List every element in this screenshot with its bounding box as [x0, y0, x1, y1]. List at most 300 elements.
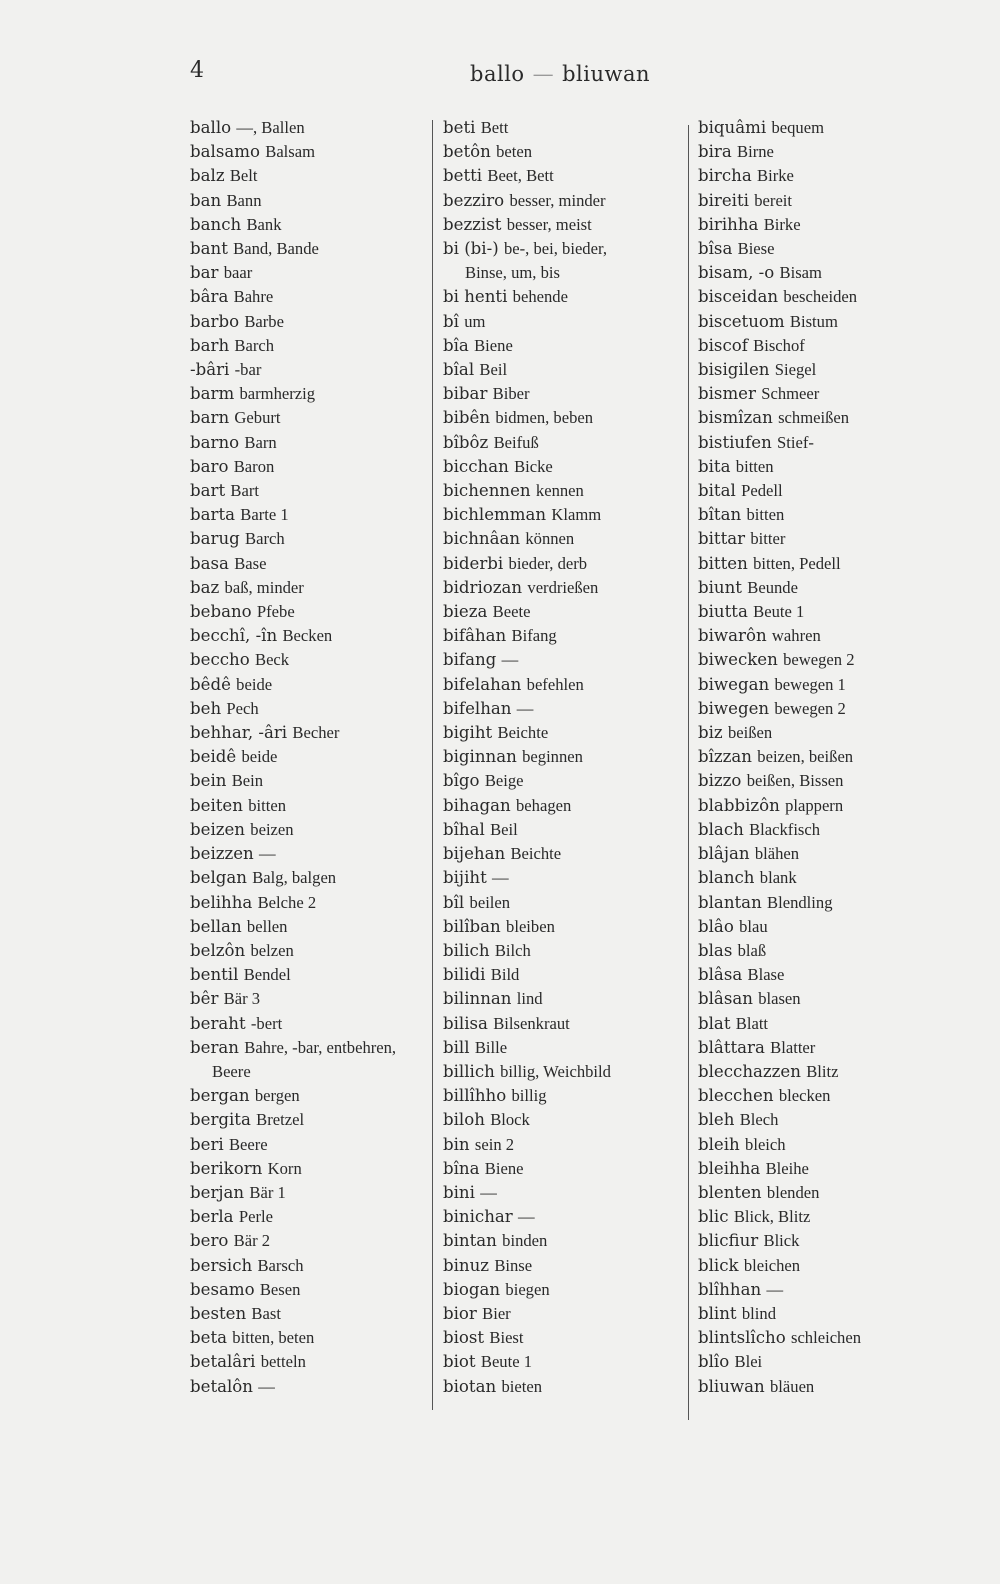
entry-gloss: beide	[236, 674, 273, 694]
dictionary-entry	[190, 406, 396, 430]
dictionary-entry	[443, 431, 611, 455]
dictionary-entry	[443, 261, 611, 285]
dictionary-entry	[190, 213, 396, 237]
dictionary-entry	[698, 600, 861, 624]
dictionary-entry	[443, 963, 611, 987]
dictionary-entry	[443, 455, 611, 479]
entry-gloss: Blick	[763, 1231, 800, 1251]
dictionary-entry	[698, 503, 861, 527]
entry-headword: biginnan	[443, 747, 517, 767]
entry-headword: bidriozan	[443, 577, 523, 597]
entry-headword: biost	[443, 1328, 485, 1348]
dictionary-entry	[443, 237, 611, 261]
dictionary-entry	[443, 721, 611, 745]
entry-headword: barta	[190, 505, 236, 525]
entry-gloss: Bahre	[233, 287, 274, 307]
entry-headword: beidê	[190, 747, 237, 767]
dictionary-entry	[698, 1350, 861, 1374]
entry-headword: belzôn	[190, 940, 246, 960]
entry-gloss: Blackfisch	[749, 819, 821, 839]
dictionary-entry	[443, 1278, 611, 1302]
entry-gloss: betteln	[260, 1352, 306, 1372]
dictionary-entry	[698, 769, 861, 793]
entry-gloss: Blitz	[806, 1061, 839, 1081]
dictionary-entry	[443, 334, 611, 358]
dictionary-entry	[190, 285, 396, 309]
entry-gloss: Base	[234, 553, 267, 573]
entry-gloss: Becher	[292, 723, 340, 743]
entry-headword: biscetuom	[698, 311, 785, 331]
dictionary-entry	[698, 624, 861, 648]
dictionary-entry	[190, 261, 396, 285]
entry-headword: beraht	[190, 1013, 246, 1033]
entry-headword: bart	[190, 481, 226, 501]
dictionary-entry	[190, 866, 396, 890]
dictionary-entry	[443, 116, 611, 140]
entry-gloss: bieten	[501, 1376, 542, 1396]
entry-gloss: —, Ballen	[236, 118, 305, 137]
entry-headword: bihagan	[443, 795, 511, 815]
dictionary-entry	[190, 1205, 396, 1229]
entry-gloss: Bilch	[494, 940, 531, 960]
entry-headword: bâra	[190, 287, 229, 307]
entry-gloss: Birke	[763, 214, 801, 234]
entry-headword: belgan	[190, 868, 247, 888]
entry-headword: bellan	[190, 916, 242, 936]
entry-gloss: Bett	[480, 118, 509, 137]
entry-headword: blâo	[698, 916, 734, 936]
entry-gloss: lind	[516, 989, 543, 1009]
entry-headword: basa	[190, 553, 229, 573]
entry-gloss: bitten, Pedell	[753, 553, 841, 573]
dictionary-entry	[443, 1108, 611, 1132]
dictionary-entry	[190, 842, 396, 866]
dictionary-entry	[698, 406, 861, 430]
entry-headword: bîsa	[698, 239, 733, 259]
entry-headword: barm	[190, 384, 235, 404]
entry-gloss: Blick, Blitz	[733, 1207, 811, 1227]
entry-headword: blenten	[698, 1182, 762, 1202]
entry-gloss: Blei	[734, 1352, 763, 1372]
entry-headword: bitten	[698, 553, 748, 573]
entry-gloss: Pech	[226, 698, 259, 718]
entry-gloss: blähen	[754, 844, 800, 864]
entry-gloss: blasen	[758, 989, 801, 1009]
dictionary-entry	[443, 987, 611, 1011]
entry-gloss: blind	[741, 1303, 776, 1323]
dictionary-entry	[698, 213, 861, 237]
entry-gloss: Bisam	[779, 263, 822, 283]
entry-gloss: Beck	[255, 650, 290, 670]
dictionary-entry	[443, 624, 611, 648]
entry-headword: besten	[190, 1303, 247, 1323]
entry-gloss: belzen	[250, 940, 294, 960]
entry-gloss: besser, meist	[506, 214, 592, 234]
dictionary-column-3	[698, 116, 861, 1399]
entry-headword: biunt	[698, 577, 742, 597]
dictionary-entry	[190, 673, 396, 697]
entry-headword: bibar	[443, 384, 488, 404]
entry-headword: baz	[190, 577, 220, 597]
entry-gloss: Barte 1	[240, 505, 289, 525]
entry-headword: bijiht	[443, 868, 487, 888]
entry-gloss: Barch	[245, 529, 285, 549]
dictionary-entry	[443, 285, 611, 309]
entry-headword: beri	[190, 1134, 224, 1154]
dictionary-entry	[698, 310, 861, 334]
dictionary-entry	[443, 915, 611, 939]
entry-gloss: Bier	[482, 1303, 511, 1323]
entry-headword: biderbi	[443, 553, 504, 573]
entry-gloss: Barch	[234, 335, 275, 355]
entry-gloss: Bein	[231, 771, 264, 791]
dictionary-entry	[698, 261, 861, 285]
dictionary-column-1	[190, 116, 396, 1399]
entry-gloss: Barbe	[244, 311, 284, 331]
dictionary-entry	[698, 1302, 861, 1326]
entry-headword: betalôn	[190, 1376, 253, 1396]
entry-headword: bismer	[698, 384, 756, 404]
dictionary-entry	[698, 1254, 861, 1278]
entry-headword: blic	[698, 1207, 729, 1227]
dictionary-entry	[443, 842, 611, 866]
entry-headword: barn	[190, 408, 230, 428]
dictionary-entry	[190, 1012, 396, 1036]
entry-headword: -bâri	[190, 360, 230, 380]
entry-headword: bior	[443, 1303, 477, 1323]
entry-gloss: Beifuß	[493, 432, 539, 452]
entry-gloss: Korn	[267, 1158, 302, 1178]
entry-headword: bicchan	[443, 456, 509, 476]
entry-headword: bî	[443, 311, 459, 331]
entry-gloss: bitten	[735, 456, 774, 476]
dictionary-entry	[443, 697, 611, 721]
dictionary-entry	[190, 1326, 396, 1350]
column-rule-1	[432, 120, 433, 1410]
dictionary-column-2	[443, 116, 611, 1399]
entry-headword: bliuwan	[698, 1376, 765, 1396]
entry-headword: blabbizôn	[698, 795, 780, 815]
entry-headword: biwecken	[698, 650, 778, 670]
entry-gloss: bitter	[750, 529, 786, 549]
entry-gloss: bleichen	[743, 1255, 801, 1275]
entry-headword: beizen	[190, 819, 245, 839]
entry-headword: biwegan	[698, 674, 770, 694]
dictionary-entry	[190, 576, 396, 600]
entry-headword: billich	[443, 1061, 495, 1081]
entry-gloss: Perle	[238, 1207, 273, 1227]
entry-headword: blantan	[698, 892, 762, 912]
entry-gloss: blaß	[737, 940, 767, 960]
entry-gloss: Beute 1	[753, 602, 805, 622]
entry-gloss: Bahre, -bar, entbehren,	[244, 1037, 397, 1057]
dictionary-entry	[698, 334, 861, 358]
dictionary-entry	[190, 794, 396, 818]
entry-gloss: Blatter	[770, 1037, 816, 1057]
dictionary-entry	[698, 697, 861, 721]
entry-gloss: blank	[759, 868, 797, 888]
dictionary-entry	[190, 1133, 396, 1157]
entry-headword: bital	[698, 481, 736, 501]
entry-headword: bersich	[190, 1255, 253, 1275]
dictionary-entry	[443, 189, 611, 213]
entry-headword: bi henti	[443, 287, 508, 307]
dictionary-entry	[698, 987, 861, 1011]
dictionary-entry	[443, 1157, 611, 1181]
entry-headword: bi (bi-)	[443, 239, 499, 259]
entry-gloss: Balsam	[265, 142, 316, 162]
entry-headword: biot	[443, 1352, 476, 1372]
dictionary-entry	[190, 963, 396, 987]
entry-gloss: Biene	[484, 1158, 524, 1178]
dictionary-entry	[443, 576, 611, 600]
entry-headword: beizzen	[190, 844, 254, 864]
dictionary-entry	[443, 745, 611, 769]
dictionary-entry	[190, 769, 396, 793]
entry-headword: bisceidan	[698, 287, 779, 307]
dictionary-entry	[443, 527, 611, 551]
entry-gloss: bieder, derb	[508, 553, 588, 573]
entry-headword: bîl	[443, 892, 465, 912]
entry-gloss: Besen	[259, 1279, 301, 1299]
entry-gloss: binden	[502, 1231, 548, 1251]
entry-gloss: bewegen 2	[783, 650, 855, 670]
dictionary-entry	[190, 624, 396, 648]
entry-gloss: Bär 1	[249, 1182, 286, 1202]
dictionary-entry	[443, 310, 611, 334]
entry-headword: blint	[698, 1303, 737, 1323]
dictionary-entry	[443, 213, 611, 237]
entry-headword: bîgo	[443, 771, 480, 791]
entry-gloss: Bifang	[511, 626, 557, 646]
entry-gloss: Biest	[489, 1328, 524, 1348]
entry-headword: bismîzan	[698, 408, 773, 428]
entry-gloss: billig	[511, 1086, 547, 1106]
entry-gloss: beißen	[727, 723, 773, 743]
entry-gloss: Beere	[228, 1134, 268, 1154]
dictionary-entry	[443, 140, 611, 164]
entry-gloss: bleiben	[506, 916, 555, 936]
dictionary-entry	[698, 963, 861, 987]
dictionary-entry	[443, 164, 611, 188]
dictionary-entry	[698, 818, 861, 842]
dictionary-entry	[698, 576, 861, 600]
entry-gloss: Geburt	[234, 408, 281, 428]
dictionary-entry	[190, 552, 396, 576]
entry-gloss: Beichte	[510, 844, 562, 864]
entry-headword: bifelahan	[443, 674, 522, 694]
entry-headword: bisam, -o	[698, 263, 775, 283]
entry-gloss: beginnen	[522, 747, 583, 767]
entry-headword: bêdê	[190, 674, 231, 694]
entry-gloss: beten	[496, 142, 533, 162]
entry-gloss: um	[464, 311, 486, 331]
running-head-dash: —	[532, 62, 555, 86]
dictionary-entry	[698, 866, 861, 890]
dictionary-entry	[698, 140, 861, 164]
entry-gloss: bewegen 2	[774, 698, 846, 718]
entry-gloss: Bicke	[514, 456, 553, 476]
entry-headword: bilîban	[443, 916, 501, 936]
entry-headword: betôn	[443, 142, 491, 162]
entry-headword: betti	[443, 166, 483, 186]
entry-headword: banch	[190, 214, 242, 234]
entry-gloss: beißen, Bissen	[746, 771, 844, 791]
dictionary-entry	[443, 1084, 611, 1108]
entry-headword: blicfiur	[698, 1231, 759, 1251]
entry-gloss: bewegen 1	[774, 674, 846, 694]
entry-headword: bero	[190, 1231, 229, 1251]
entry-headword: belihha	[190, 892, 253, 912]
entry-gloss: Beichte	[497, 723, 549, 743]
entry-gloss: bitten	[248, 795, 287, 815]
dictionary-entry	[698, 1375, 861, 1399]
entry-gloss: Birke	[757, 166, 794, 186]
dictionary-entry	[443, 406, 611, 430]
entry-headword: barno	[190, 432, 240, 452]
entry-headword: blâsa	[698, 965, 743, 985]
entry-headword: bijehan	[443, 844, 506, 864]
entry-gloss: Blatt	[735, 1013, 769, 1033]
dictionary-entry	[190, 431, 396, 455]
entry-gloss: Stief-	[777, 432, 814, 452]
entry-headword: bistiufen	[698, 432, 772, 452]
entry-gloss: können	[525, 529, 575, 549]
entry-headword: beran	[190, 1037, 239, 1057]
dictionary-entry	[698, 915, 861, 939]
dictionary-entry	[698, 1326, 861, 1350]
dictionary-entry	[443, 1326, 611, 1350]
entry-gloss: beizen	[250, 819, 294, 839]
entry-gloss: Bart	[230, 481, 259, 501]
entry-headword: bein	[190, 771, 227, 791]
dictionary-entry	[190, 648, 396, 672]
entry-gloss: Bleihe	[765, 1158, 809, 1178]
entry-gloss: —	[259, 844, 276, 864]
entry-gloss: Bretzel	[256, 1110, 305, 1130]
dictionary-entry	[443, 479, 611, 503]
entry-gloss: Bistum	[789, 311, 838, 331]
entry-gloss: Band, Bande	[233, 239, 319, 259]
entry-headword: bilidi	[443, 965, 486, 985]
dictionary-entry	[698, 1108, 861, 1132]
entry-gloss: Barsch	[257, 1255, 304, 1275]
dictionary-entry	[190, 382, 396, 406]
entry-gloss: bitten	[746, 505, 785, 525]
entry-headword: blîhhan	[698, 1279, 762, 1299]
entry-gloss: blenden	[766, 1182, 820, 1202]
entry-headword: bircha	[698, 166, 752, 186]
entry-gloss: -bert	[250, 1013, 283, 1033]
dictionary-entry	[698, 552, 861, 576]
entry-headword: biscof	[698, 335, 748, 355]
dictionary-entry	[190, 891, 396, 915]
entry-headword: blâttara	[698, 1037, 765, 1057]
entry-headword: bibên	[443, 408, 491, 428]
entry-headword: bant	[190, 239, 228, 259]
dictionary-entry	[443, 1181, 611, 1205]
dictionary-entry	[190, 503, 396, 527]
entry-gloss: Block	[490, 1110, 530, 1130]
entry-gloss: kennen	[535, 481, 584, 501]
entry-headword: bleihha	[698, 1158, 761, 1178]
entry-headword: besamo	[190, 1279, 255, 1299]
entry-headword: bleh	[698, 1110, 735, 1130]
running-head	[0, 62, 1000, 86]
dictionary-entry	[443, 1036, 611, 1060]
entry-headword: billîhho	[443, 1086, 507, 1106]
entry-headword: bigiht	[443, 723, 493, 743]
dictionary-entry	[443, 1350, 611, 1374]
dictionary-entry	[443, 794, 611, 818]
entry-headword: bilisa	[443, 1013, 488, 1033]
entry-headword: beta	[190, 1328, 228, 1348]
entry-gloss: Biene	[474, 335, 513, 355]
entry-gloss: be-, bei, bieder,	[503, 239, 607, 259]
entry-gloss: Bär 3	[223, 989, 261, 1009]
dictionary-entry	[190, 1036, 396, 1060]
entry-gloss: Balg, balgen	[252, 868, 337, 888]
dictionary-entry	[443, 866, 611, 890]
entry-gloss: Schmeer	[761, 384, 820, 404]
dictionary-entry	[698, 842, 861, 866]
entry-headword: beccho	[190, 650, 250, 670]
dictionary-entry	[443, 673, 611, 697]
dictionary-entry	[190, 818, 396, 842]
entry-headword: biotan	[443, 1376, 497, 1396]
dictionary-entry	[698, 1181, 861, 1205]
dictionary-entry	[443, 358, 611, 382]
entry-headword: bergan	[190, 1086, 250, 1106]
entry-gloss: -bar	[234, 360, 262, 380]
entry-headword: blick	[698, 1255, 739, 1275]
entry-gloss: blecken	[778, 1086, 831, 1106]
dictionary-entry	[698, 673, 861, 697]
dictionary-entry	[190, 237, 396, 261]
dictionary-entry	[443, 891, 611, 915]
dictionary-entry	[443, 503, 611, 527]
entry-headword: bichnâan	[443, 529, 521, 549]
entry-gloss: Beil	[490, 819, 518, 839]
entry-gloss: billig, Weichbild	[500, 1061, 611, 1081]
dictionary-entry	[698, 939, 861, 963]
entry-headword: baro	[190, 456, 229, 476]
dictionary-entry	[698, 1084, 861, 1108]
entry-headword: barh	[190, 335, 230, 355]
entry-headword: biz	[698, 723, 723, 743]
entry-headword: bita	[698, 456, 731, 476]
entry-gloss: bitten, beten	[232, 1328, 315, 1348]
entry-headword: bentil	[190, 965, 239, 985]
entry-headword: bin	[443, 1134, 470, 1154]
dictionary-entry	[698, 1133, 861, 1157]
entry-headword: bittar	[698, 529, 746, 549]
entry-gloss: Beere	[212, 1061, 251, 1081]
entry-gloss: Pedell	[741, 481, 783, 501]
entry-gloss: beide	[241, 747, 278, 767]
entry-gloss: barmherzig	[239, 384, 316, 404]
entry-gloss: baß, minder	[224, 577, 304, 597]
column-rule-2	[688, 125, 689, 1420]
entry-gloss: bleich	[745, 1134, 786, 1154]
entry-gloss: Biber	[492, 384, 530, 404]
entry-gloss: Bast	[251, 1303, 281, 1323]
dictionary-entry	[698, 1036, 861, 1060]
entry-gloss: biegen	[505, 1279, 550, 1299]
entry-gloss: wahren	[771, 626, 821, 646]
entry-gloss: baar	[223, 263, 253, 283]
entry-gloss: —	[766, 1279, 784, 1299]
